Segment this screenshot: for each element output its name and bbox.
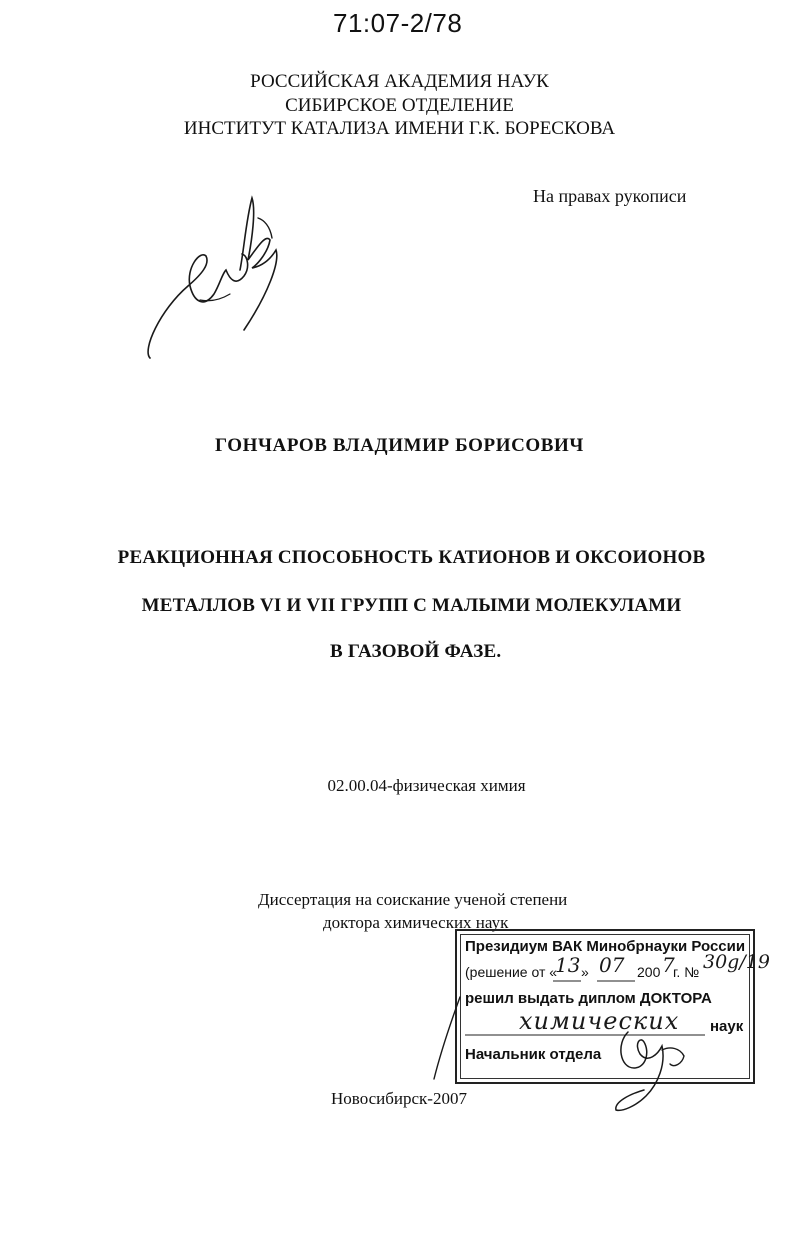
author-name: ГОНЧАРОВ ВЛАДИМИР БОРИСОВИЧ [215,435,584,456]
stamp-chief: Начальник отдела [465,1046,602,1063]
stamp-number: 30g/19 [703,951,770,973]
dissertation-line-1: Диссертация на соискание ученой степени [258,890,568,909]
stamp-decision-prefix: (решение от « [465,964,558,980]
author-signature [140,190,300,365]
org-line-academy: РОССИЙСКАЯ АКАДЕМИЯ НАУК [250,71,549,92]
title-line-3: В ГАЗОВОЙ ФАЗЕ. [330,641,502,662]
org-line-institute: ИНСТИТУТ КАТАЛИЗА ИМЕНИ Г.К. БОРЕСКОВА [183,118,616,139]
stamp-line-presidium: Президиум ВАК Минобрнауки России [465,938,746,955]
shelf-code: 71:07-2/78 [333,8,463,38]
stamp-line-diploma: решил выдать диплом ДОКТОРА [465,990,712,1007]
stamp-number-label: г. № [673,964,700,980]
margin-pen-stroke [428,995,468,1085]
stamp-field: химических [519,1007,680,1035]
stamp-year-digit: 7 [662,953,675,977]
stamp-month: 07 [599,953,625,977]
stamp-day: 13 [555,953,581,977]
specialty: 02.00.04-физическая химия [327,776,526,795]
city-year: Новосибирск-2007 [331,1089,467,1108]
title-line-1: РЕАКЦИОННАЯ СПОСОБНОСТЬ КАТИОНОВ И ОКСОИОНОВ [117,547,706,568]
org-line-branch: СИБИРСКОЕ ОТДЕЛЕНИЕ [285,95,514,116]
dissertation-line-2: доктора химических наук [323,913,509,932]
stamp-mid: » [581,964,589,980]
title-line-2: МЕТАЛЛОВ VI И VII ГРУПП С МАЛЫМИ МОЛЕКУЛАМИ [141,595,682,616]
rights-note: На правах рукописи [533,186,687,206]
stamp-field-suffix: наук [710,1018,744,1035]
stamp-signature [600,1024,710,1119]
stamp-year-prefix: 200 [637,964,661,980]
